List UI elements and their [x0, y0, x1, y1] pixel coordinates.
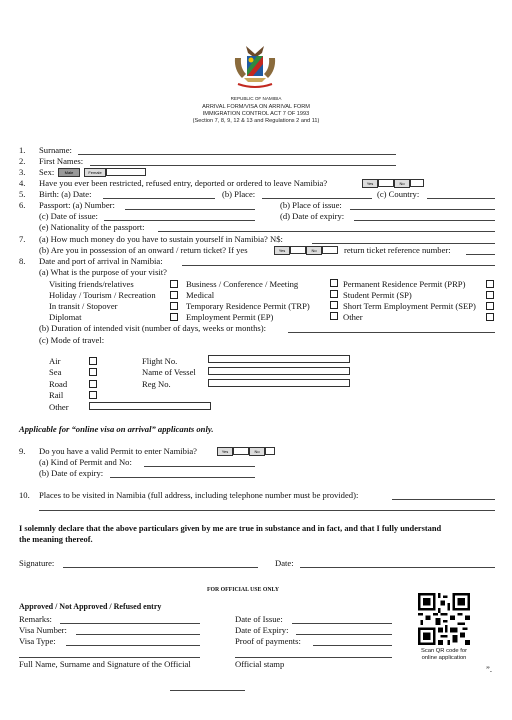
purpose-transit-label: In transit / Stopover: [49, 301, 118, 311]
item-number: 4.: [19, 178, 26, 188]
purpose-diplomat-checkbox[interactable]: [170, 313, 178, 321]
signature-label: Signature:: [19, 558, 55, 568]
money-question: (a) How much money do you have to sustain yourself in Namibia? N$:: [39, 234, 283, 244]
reg-no-field[interactable]: [208, 379, 350, 387]
mode-air-checkbox[interactable]: [89, 357, 97, 365]
place-of-issue-field[interactable]: [350, 209, 495, 210]
purpose-diplomat-label: Diplomat: [49, 312, 82, 322]
mode-question: (c) Mode of travel:: [39, 335, 105, 345]
proof-payment-label: Proof of payments:: [235, 636, 301, 646]
first-names-field[interactable]: [90, 165, 396, 166]
remarks-field[interactable]: [60, 623, 200, 624]
mode-rail-label: Rail: [49, 390, 64, 400]
end-mark: ”.: [486, 664, 492, 674]
purpose-sp-label: Student Permit (SP): [343, 290, 412, 300]
birth-place-label: (b) Place:: [222, 189, 256, 199]
restricted-no[interactable]: No: [394, 179, 410, 188]
mode-other-field[interactable]: [89, 402, 211, 410]
coat-of-arms-icon: [232, 44, 278, 94]
valid-permit-question: Do you have a valid Permit to enter Namibia?: [39, 446, 197, 456]
qr-caption-1: Scan QR code for: [420, 648, 468, 654]
date-of-issue-label: (c) Date of issue:: [39, 211, 98, 221]
visa-type-field[interactable]: [66, 645, 200, 646]
expiry-date-label: Date of Expiry:: [235, 625, 289, 635]
restricted-question: Have you ever been restricted, refused entry, deported or ordered to leave Namibia?: [39, 178, 328, 188]
issue-date-field[interactable]: [292, 623, 392, 624]
purpose-business-checkbox[interactable]: [330, 279, 338, 287]
qr-caption-2: online application: [421, 655, 467, 661]
declaration-line2: the meaning thereof.: [19, 535, 93, 544]
date-label: Date:: [275, 558, 294, 568]
permit-expiry-field[interactable]: [110, 477, 255, 478]
date-of-expiry-field[interactable]: [354, 220, 495, 221]
permit-yes[interactable]: Yes: [217, 447, 233, 456]
item-number: 2.: [19, 156, 26, 166]
purpose-holiday-checkbox[interactable]: [170, 291, 178, 299]
declaration-line1: I solemnly declare that the above particulars given by me are true in substance and in fact, and that I fully understand: [19, 524, 442, 533]
first-names-label: First Names:: [39, 156, 84, 166]
duration-field[interactable]: [288, 332, 495, 333]
onward-yes[interactable]: Yes: [274, 246, 290, 255]
flight-no-label: Flight No.: [142, 356, 178, 366]
purpose-ep-label: Employment Permit (EP): [186, 312, 274, 322]
places-field-line2[interactable]: [39, 510, 495, 511]
bottom-line: [170, 690, 245, 691]
official-name-label: Full Name, Surname and Signature of the Official: [19, 659, 191, 669]
return-ticket-field[interactable]: [466, 254, 495, 255]
vessel-label: Name of Vessel: [142, 367, 196, 377]
permit-kind-label: (a) Kind of Permit and No:: [39, 457, 132, 467]
places-field-line1[interactable]: [392, 499, 495, 500]
purpose-other-checkbox[interactable]: [486, 313, 494, 321]
purpose-trp-checkbox[interactable]: [330, 301, 338, 309]
female-option-label: Female: [84, 168, 106, 177]
duration-question: (b) Duration of intended visit (number of days, weeks or months):: [39, 323, 266, 333]
purpose-visiting-label: Visiting friends/relatives: [49, 279, 134, 289]
form-subtitle: IMMIGRATION CONTROL ACT 7 OF 1993: [202, 111, 310, 117]
item-number: 7.: [19, 234, 26, 244]
surname-field[interactable]: [78, 154, 396, 155]
remarks-label: Remarks:: [19, 614, 52, 624]
date-field[interactable]: [300, 567, 495, 568]
reg-no-label: Reg No.: [142, 379, 171, 389]
item-number: 8.: [19, 256, 26, 266]
purpose-visiting-checkbox[interactable]: [170, 280, 178, 288]
birth-place-field[interactable]: [262, 198, 372, 199]
permit-yes-box[interactable]: [233, 447, 249, 455]
date-port-label: Date and port of arrival in Namibia:: [39, 256, 163, 266]
onward-yes-box[interactable]: [290, 246, 306, 254]
passport-number-label: Passport: (a) Number:: [39, 200, 115, 210]
purpose-transit-checkbox[interactable]: [170, 302, 178, 310]
visa-number-label: Visa Number:: [19, 625, 67, 635]
official-stamp-label: Official stamp: [235, 659, 285, 669]
visa-number-field[interactable]: [76, 634, 200, 635]
restricted-no-box[interactable]: [410, 179, 424, 187]
purpose-medical-label: Medical: [186, 290, 215, 300]
purpose-question: (a) What is the purpose of your visit?: [39, 267, 167, 277]
place-of-issue-label: (b) Place of issue:: [280, 200, 342, 210]
stamp-line[interactable]: [235, 657, 392, 658]
issue-date-label: Date of Issue:: [235, 614, 283, 624]
sex-label: Sex:: [39, 167, 55, 177]
mode-other-label: Other: [49, 402, 69, 412]
item-number: 10.: [19, 490, 30, 500]
purpose-prp-checkbox[interactable]: [486, 280, 494, 288]
visa-type-label: Visa Type:: [19, 636, 56, 646]
form-sections: (Section 7, 8, 9, 12 & 13 and Regulations 2 and 11): [192, 118, 320, 124]
surname-label: Surname:: [39, 145, 72, 155]
online-note: Applicable for “online visa on arrival” applicants only.: [19, 424, 214, 434]
vessel-field[interactable]: [208, 367, 350, 375]
birth-date-label: Birth: (a) Date:: [39, 189, 92, 199]
official-signature-line[interactable]: [19, 657, 200, 658]
restricted-yes-box[interactable]: [378, 179, 394, 187]
male-option[interactable]: Male: [58, 168, 80, 177]
female-option[interactable]: [106, 168, 146, 176]
country-field[interactable]: [427, 198, 495, 199]
approval-status: Approved / Not Approved / Refused entry: [19, 602, 162, 611]
mode-sea-label: Sea: [49, 367, 62, 377]
onward-no[interactable]: No: [306, 246, 322, 255]
form-title: ARRIVAL FORM/VISA ON ARRIVAL FORM: [202, 104, 310, 110]
purpose-trp-label: Temporary Residence Permit (TRP): [186, 301, 310, 311]
permit-no[interactable]: No: [249, 447, 265, 456]
onward-no-box[interactable]: [322, 246, 338, 254]
signature-field[interactable]: [63, 567, 258, 568]
proof-payment-field[interactable]: [313, 645, 392, 646]
birth-date-field[interactable]: [103, 198, 215, 199]
mode-sea-checkbox[interactable]: [89, 368, 97, 376]
item-number: 1.: [19, 145, 26, 155]
purpose-sp-checkbox[interactable]: [486, 291, 494, 299]
places-question: Places to be visited in Namibia (full address, including telephone number must be provided):: [39, 490, 359, 500]
date-of-issue-field[interactable]: [104, 220, 255, 221]
nationality-field[interactable]: [158, 231, 495, 232]
expiry-date-field[interactable]: [296, 634, 392, 635]
purpose-business-label: Business / Conference / Meeting: [186, 279, 299, 289]
official-heading: FOR OFFICIAL USE ONLY: [206, 587, 280, 593]
mode-rail-checkbox[interactable]: [89, 391, 97, 399]
item-number: 9.: [19, 446, 26, 456]
onward-ticket-question: (b) Are you in possession of an onward / return ticket? If yes: [39, 245, 248, 255]
country-label: (c) Country:: [377, 189, 420, 199]
permit-no-box[interactable]: [265, 447, 275, 455]
item-number: 6.: [19, 200, 26, 210]
purpose-sep-label: Short Term Employment Permit (SEP): [343, 301, 476, 311]
item-number: 3.: [19, 167, 26, 177]
purpose-sep-checkbox[interactable]: [486, 302, 494, 310]
purpose-other-label: Other: [343, 312, 363, 322]
crest-label: REPUBLIC OF NAMIBIA: [230, 96, 282, 101]
qr-code-icon[interactable]: [418, 593, 470, 645]
flight-no-field[interactable]: [208, 355, 350, 363]
date-of-expiry-label: (d) Date of expiry:: [280, 211, 345, 221]
permit-expiry-label: (b) Date of expiry:: [39, 468, 104, 478]
purpose-holiday-label: Holiday / Tourism / Recreation: [49, 290, 156, 300]
restricted-yes[interactable]: Yes: [362, 179, 378, 188]
mode-road-checkbox[interactable]: [89, 380, 97, 388]
permit-kind-field[interactable]: [144, 466, 255, 467]
date-port-field[interactable]: [182, 265, 495, 266]
money-field[interactable]: [312, 243, 495, 244]
item-number: 5.: [19, 189, 26, 199]
purpose-ep-checkbox[interactable]: [330, 312, 338, 320]
passport-number-field[interactable]: [125, 209, 255, 210]
purpose-prp-label: Permanent Residence Permit (PRP): [343, 279, 466, 289]
mode-air-label: Air: [49, 356, 61, 366]
nationality-label: (e) Nationality of the passport:: [39, 222, 145, 232]
purpose-medical-checkbox[interactable]: [330, 290, 338, 298]
return-ticket-label: return ticket reference number:: [344, 245, 451, 255]
mode-road-label: Road: [49, 379, 68, 389]
